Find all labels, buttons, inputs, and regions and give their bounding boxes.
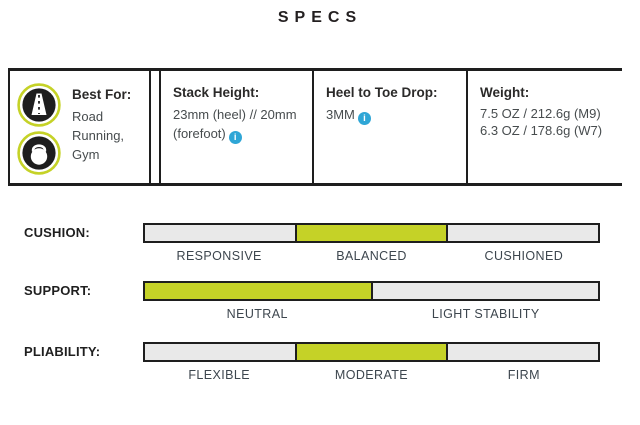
stack-height-title: Stack Height: bbox=[173, 85, 260, 100]
best-for-icons bbox=[17, 81, 67, 183]
cushion-segment-cushioned bbox=[446, 225, 598, 241]
pliability-segment-firm bbox=[446, 344, 598, 360]
road-icon bbox=[17, 83, 61, 127]
best-for-value: Road Running, Gym bbox=[72, 109, 125, 162]
pliability-bar bbox=[143, 342, 600, 362]
cushion-scale-label: RESPONSIVE bbox=[176, 249, 262, 263]
weight-womens: 6.3 OZ / 178.6g (W7) bbox=[480, 123, 603, 138]
cushion-label: CUSHION: bbox=[24, 225, 90, 240]
weight-title: Weight: bbox=[480, 85, 530, 100]
cushion-bar bbox=[143, 223, 600, 243]
pliability-scale-label: FIRM bbox=[507, 368, 540, 382]
support-scale-label: NEUTRAL bbox=[226, 307, 288, 321]
pliability-segment-flexible bbox=[145, 344, 295, 360]
support-segment-light-stability bbox=[371, 283, 599, 299]
stack-height-cell bbox=[159, 71, 312, 183]
pliability-segment-moderate bbox=[295, 344, 447, 360]
support-segment-neutral bbox=[145, 283, 371, 299]
support-bar bbox=[143, 281, 600, 301]
best-for-cell bbox=[8, 71, 151, 183]
cushion-segment-balanced bbox=[295, 225, 447, 241]
support-scale-label: LIGHT STABILITY bbox=[431, 307, 540, 321]
pliability-label: PLIABILITY: bbox=[24, 344, 101, 359]
page-title: SPECS bbox=[277, 9, 363, 26]
spec-table bbox=[8, 68, 622, 186]
info-icon[interactable]: i bbox=[229, 131, 242, 144]
pliability-scale-label: FLEXIBLE bbox=[188, 368, 250, 382]
pliability-scale-label: MODERATE bbox=[334, 368, 409, 382]
weight-cell bbox=[466, 71, 622, 183]
heel-toe-drop-cell bbox=[312, 71, 466, 183]
support-label: SUPPORT: bbox=[24, 283, 92, 298]
heel-toe-drop-value: 3MM bbox=[326, 107, 355, 122]
kettlebell-icon bbox=[17, 131, 61, 175]
heel-toe-drop-title: Heel to Toe Drop: bbox=[326, 85, 438, 100]
weight-mens: 7.5 OZ / 212.6g (M9) bbox=[480, 106, 601, 121]
stack-height-value: 23mm (heel) // 20mm (forefoot) bbox=[173, 107, 297, 141]
cushion-scale-label: BALANCED bbox=[336, 249, 407, 263]
info-icon[interactable]: i bbox=[358, 112, 371, 125]
cushion-scale-label: CUSHIONED bbox=[484, 249, 564, 263]
table-gap bbox=[151, 71, 159, 183]
cushion-segment-responsive bbox=[145, 225, 295, 241]
best-for-title: Best For: bbox=[72, 87, 132, 102]
